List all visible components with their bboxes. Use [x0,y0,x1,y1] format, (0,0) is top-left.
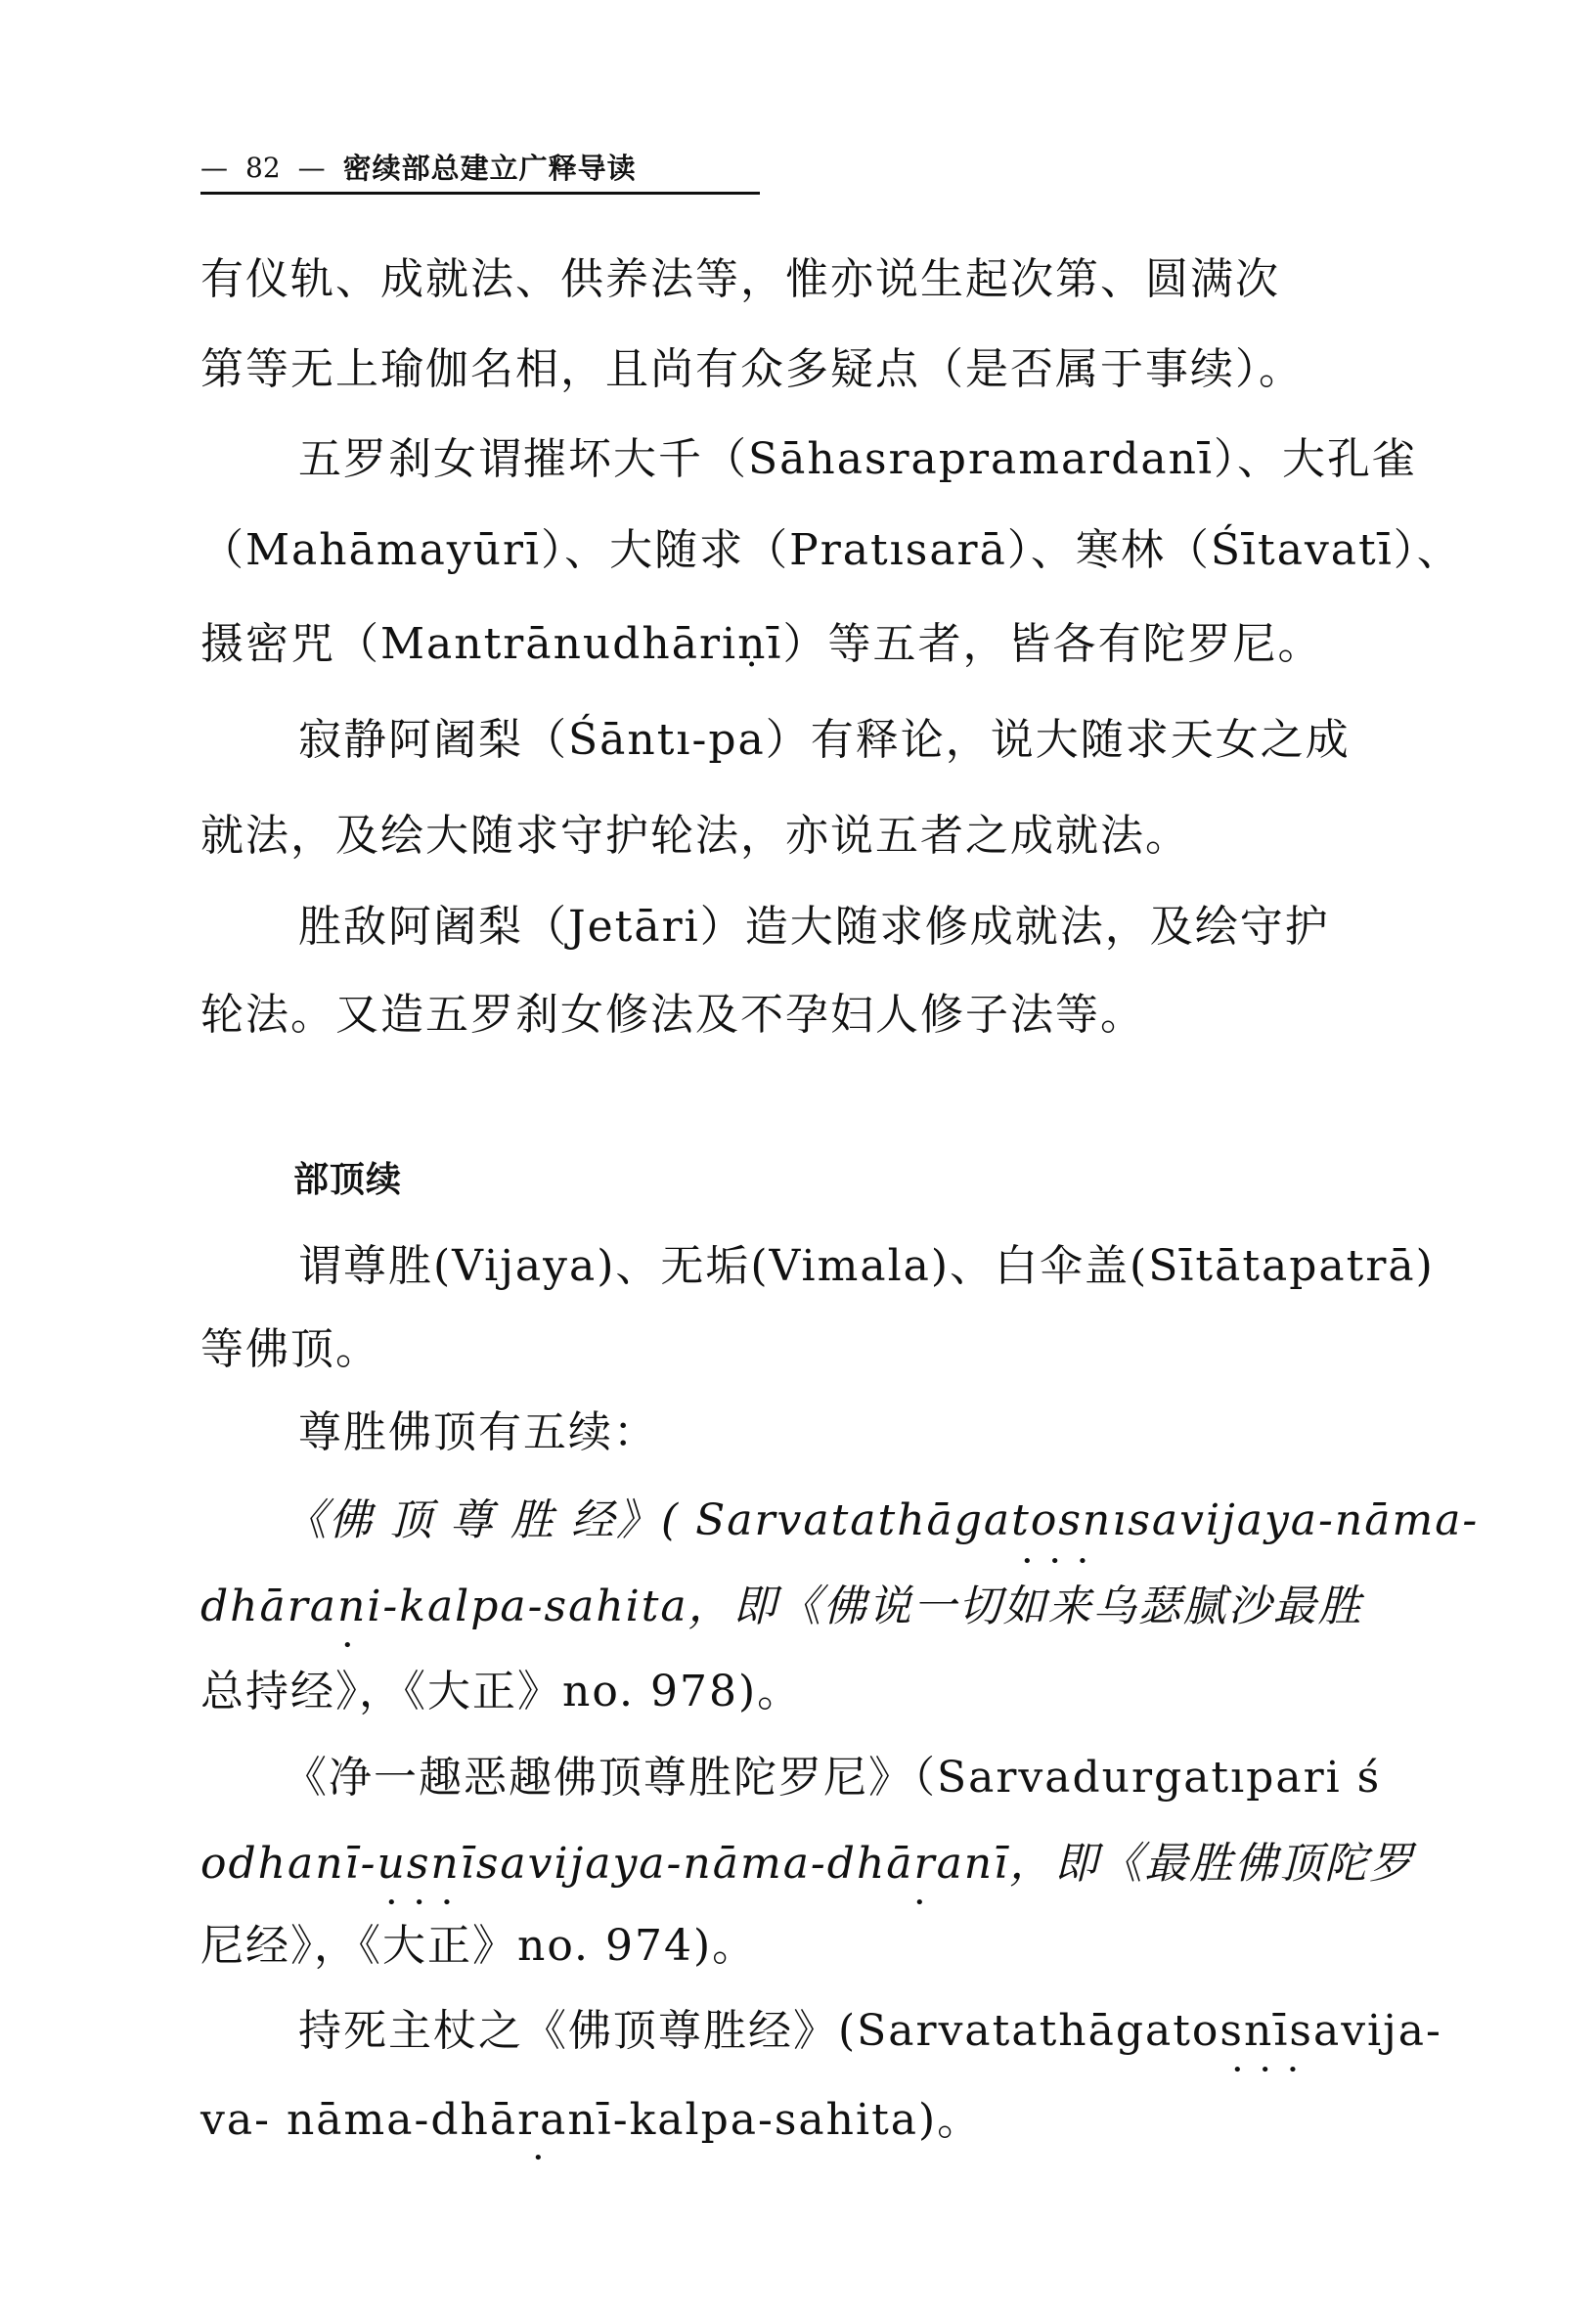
section-paragraph-3-line-1: 《佛 顶 尊 胜 经》( Sarvatathāgatosnısavijaya-nāma- [284,1495,1480,1545]
paragraph-2-line-3: 摄密咒（Mantrānudhāriṇī）等五者，皆各有陀罗尼。 [200,619,1323,669]
underdot-marks: • • • [1022,1551,1094,1572]
book-title: 密续部总建立广释导读 [342,152,637,185]
paragraph-1-line-1: 有仪轨、成就法、供养法等，惟亦说生起次第、圆满次 [200,254,1280,304]
header-dash-right: — [297,152,326,184]
paragraph-4-line-1: 胜敌阿阇梨（Jetāri）造大随求修成就法，及绘守护 [298,902,1330,952]
paragraph-4-line-2: 轮法。又造五罗刹女修法及不孕妇人修子法等。 [200,990,1145,1040]
section-paragraph-4-line-1: 《净一趣恶趣佛顶尊胜陀罗尼》（Sarvadurgatıpari ś [284,1753,1382,1803]
page-number: 82 [245,152,281,184]
section-paragraph-4-line-2: odhanī-usnīsavijaya-nāma-dhāranī，即《最胜佛顶陀罗 [200,1839,1415,1889]
section-paragraph-5-line-2: va- nāma-dhāranī-kalpa-sahita)。 [200,2095,983,2145]
paragraph-3-line-2: 就法，及绘大随求守护轮法，亦说五者之成就法。 [200,811,1190,861]
paragraph-2-line-1: 五罗刹女谓摧坏大千（Sāhasrapramardanī）、大孔雀 [298,434,1418,484]
section-paragraph-2-line-1: 尊胜佛顶有五续： [298,1407,658,1457]
header-rule [200,192,760,195]
section-paragraph-1-line-1: 谓尊胜(Vijaya)、无垢(Vimala)、白伞盖(Sītātapatrā) [298,1241,1435,1291]
underdot-mark: • [914,1893,931,1913]
paragraph-1-line-2: 第等无上瑜伽名相，且尚有众多疑点（是否属于事续）。 [200,344,1304,394]
section-heading: 部顶续 [293,1160,403,1200]
section-paragraph-3-line-2: dhārani-kalpa-sahita，即《佛说一切如来乌瑟腻沙最胜 [200,1582,1363,1631]
paragraph-2-line-2: （Mahāmayūrī）、大随求（Pratısarā）、寒林（Śītavatī）、 [200,525,1462,575]
section-paragraph-5-line-1: 持死主杖之《佛顶尊胜经》(Sarvatathāgatosnīsavija- [298,2006,1442,2056]
underdot-marks: • • • [1232,2060,1305,2080]
running-header [200,147,637,190]
paragraph-3-line-1: 寂静阿阇梨（Śāntı-pa）有释论，说大随求天女之成 [298,715,1351,765]
underdot-mark: • [342,1635,359,1656]
section-paragraph-4-line-3: 尼经》，《大正》no. 974)。 [200,1921,758,1971]
section-paragraph-3-line-3: 总持经》，《大正》no. 978)。 [200,1667,803,1716]
underdot-marks: • • • [386,1893,459,1913]
header-dash-left: — [200,152,228,184]
section-paragraph-1-line-2: 等佛顶。 [200,1324,380,1374]
underdot-mark: • [533,2148,550,2168]
